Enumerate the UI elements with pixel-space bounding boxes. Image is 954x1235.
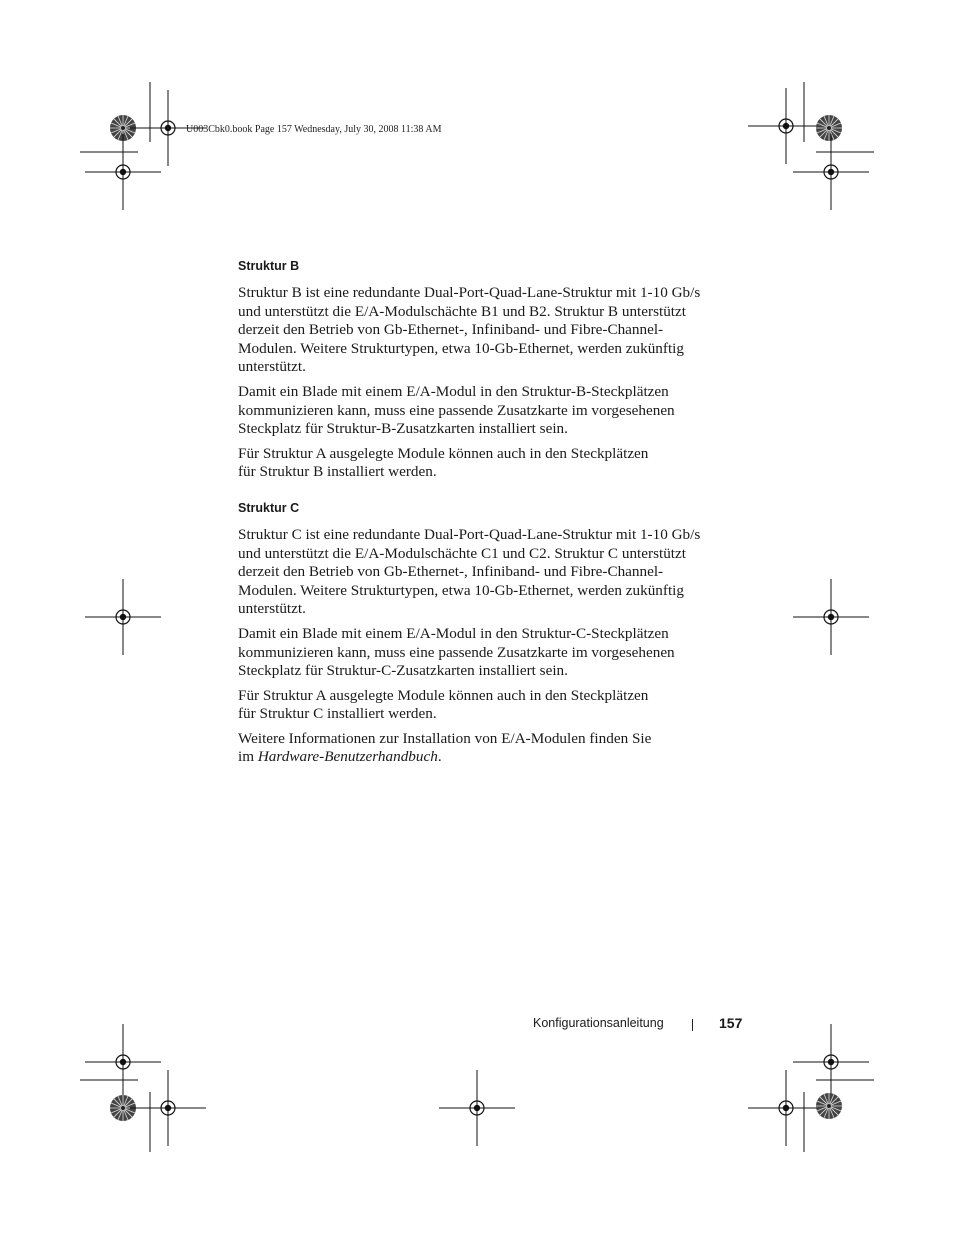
crosshair-icon [748, 88, 824, 164]
paragraph: Struktur C ist eine redundante Dual-Port-Quad-Lane-Struktur mit 1-10 Gb/s und unterstützt die E/A-Modulschächte C1 und C2. Struktur C unterstützt derzeit den Betrieb von Gb-Ethernet-, Infiniband- und Fibre-Channel- Modulen. Weitere Strukturtypen, etwa 10-Gb-Ethernet, werden zukünftig unterstützt. [238, 525, 701, 618]
paragraph: Struktur B ist eine redundante Dual-Port-Quad-Lane-Struktur mit 1-10 Gb/s und unterstützt die E/A-Modulschächte B1 und B2. Struktur B unterstützt derzeit den Betrieb von Gb-Ethernet-, Infiniband- und Fibre-Channel- Modulen. Weitere Strukturtypen, etwa 10-Gb-Ethernet, werden zukünftig unterstützt. [238, 284, 701, 376]
manual-reference: Hardware-Benutzerhandbuch [257, 748, 438, 766]
section-heading: Struktur C [238, 500, 300, 515]
crosshair-icon [85, 579, 161, 655]
section-struktur-c [238, 500, 758, 767]
crosshair-icon [85, 134, 161, 210]
footer-separator [692, 1019, 693, 1031]
paragraph: Für Struktur A ausgelegte Module können auch in den Steckplätzen für Struktur C installiert werden. [238, 686, 649, 723]
section-heading: Struktur B [238, 259, 300, 273]
page-content [238, 258, 758, 773]
crosshair-icon [439, 1070, 515, 1146]
paragraph: Weitere Informationen zur Installation von E/A-Modulen finden Sie im Hardware-Benutzerhandbuch. [238, 729, 652, 766]
paragraph: Damit ein Blade mit einem E/A-Modul in den Struktur-C-Steckplätzen kommunizieren kann, muss eine passende Zusatzkarte im vorgesehenen Steckplatz für Struktur-C-Zusatzkarten installiert sein. [238, 624, 675, 680]
registration-star-icon [816, 115, 842, 141]
registration-star-icon [816, 1093, 842, 1119]
print-header: U003Cbk0.book Page 157 Wednesday, July 30, 2008 11:38 AM [186, 124, 442, 135]
section-struktur-b [238, 258, 758, 482]
footer-title: Konfigurationsanleitung [533, 1016, 664, 1030]
page-number: 157 [719, 1015, 743, 1031]
crosshair-icon [130, 1070, 206, 1146]
page-footer [0, 1016, 954, 1036]
crosshair-icon [748, 1070, 824, 1146]
paragraph: Damit ein Blade mit einem E/A-Modul in den Struktur-B-Steckplätzen kommunizieren kann, muss eine passende Zusatzkarte im vorgesehenen Steckplatz für Struktur-B-Zusatzkarten installiert sein. [238, 382, 675, 438]
crosshair-icon [793, 579, 869, 655]
paragraph: Für Struktur A ausgelegte Module können auch in den Steckplätzen für Struktur B installiert werden. [238, 444, 649, 481]
crosshair-icon [793, 134, 869, 210]
